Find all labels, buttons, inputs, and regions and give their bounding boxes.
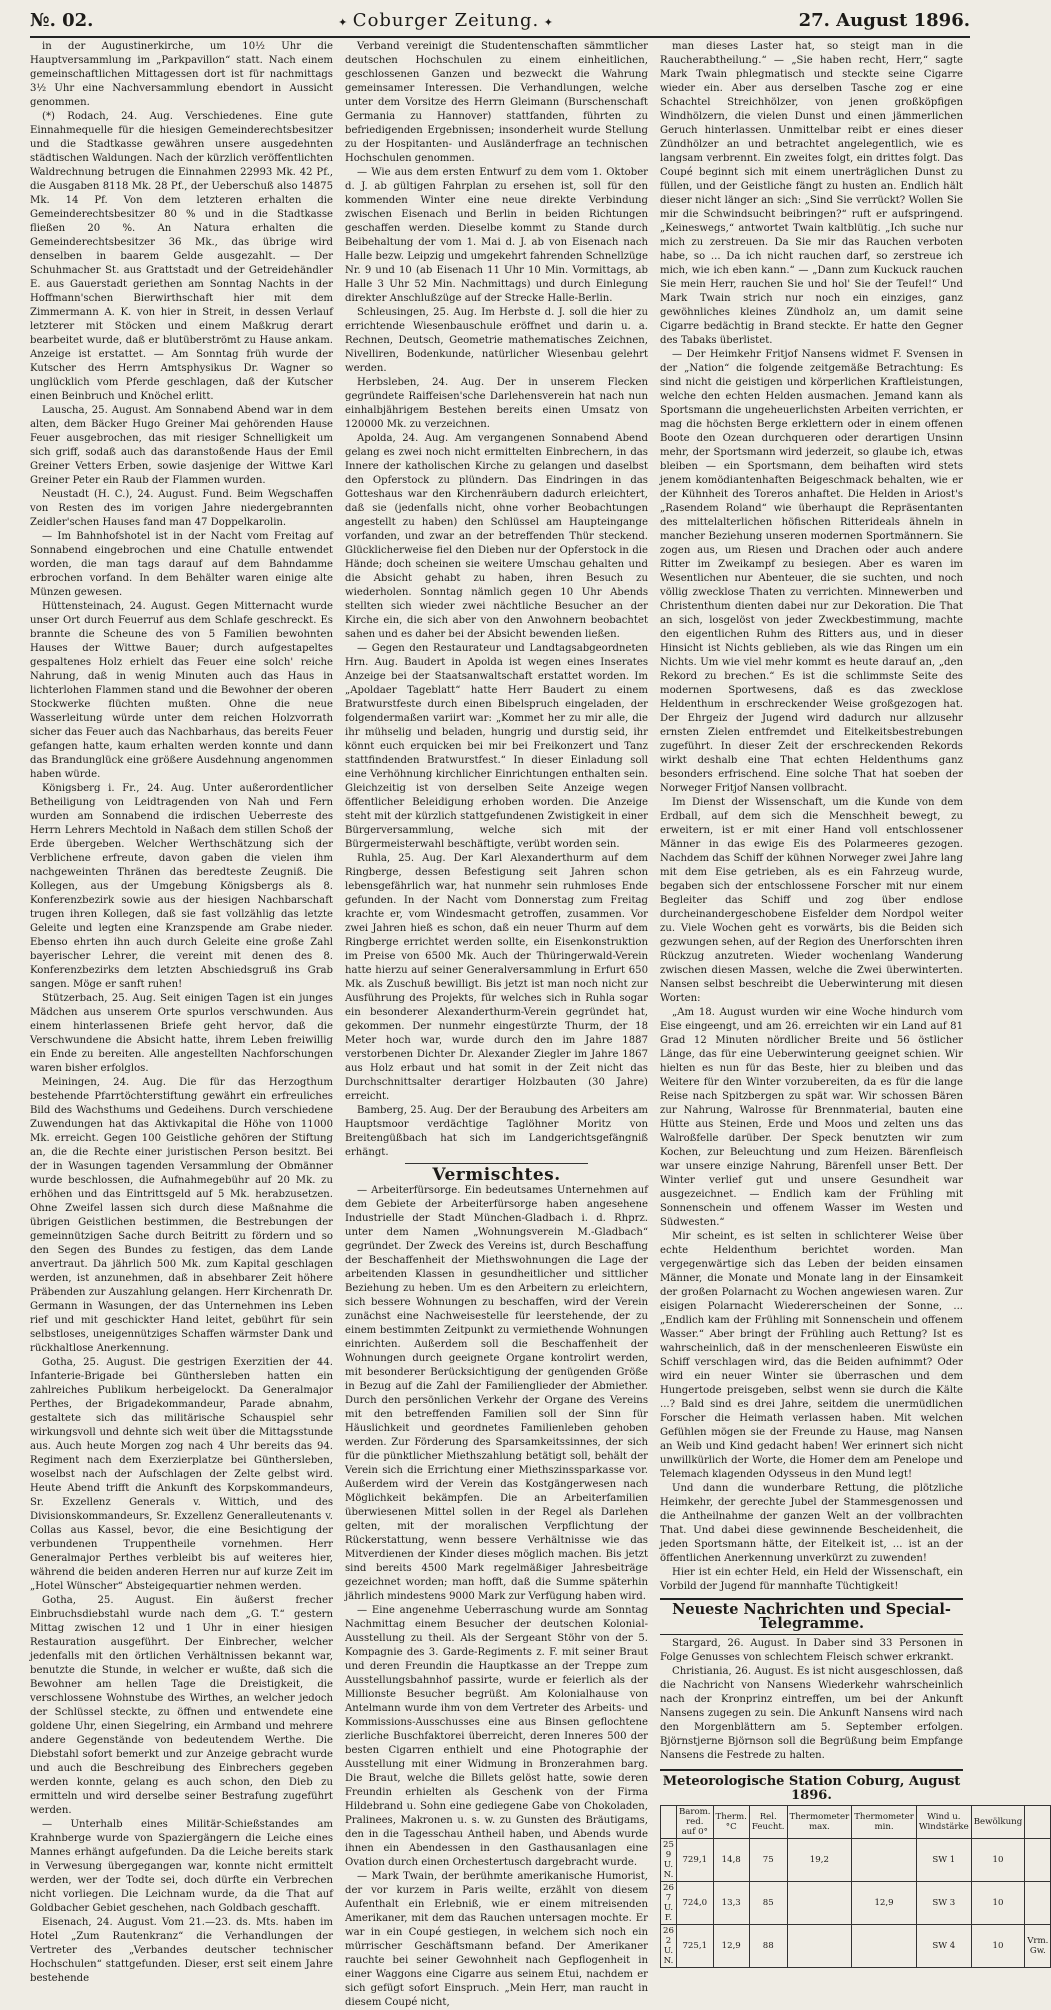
weather-header-cell: Barom. red. auf 0° — [676, 1806, 713, 1839]
weather-cell: 724,0 — [676, 1882, 713, 1925]
article-paragraph: Im Dienst der Wissenschaft, um die Kunde von dem Erdball, auf dem sich die Menschheit bewegt, zu erweitern, ist er mit einer Hand voll entschlossener Männer in das ewige Eis des Polarmeeres gezogen. Nachdem das Schiff der kühnen Norweger zwei Jahre lang mit dem Eise getrieben, als es ein Fahrzeug wurde, begaben sich der entschlossene Forscher mit nur einem Begleiter das Schiff und zog über endlose durcheinandergeschobene Eisfelder dem Nordpol weiter zu. Viele Wochen geht es vorwärts, bis die Beiden sich gezwungen sehen, auf der Region des Unerforschten ihren Rückzug anzutreten. Wieder wochenlang Wanderung zwischen diesen Massen, welche die Zwei überwinterten. Nansen selbst beschreibt die Ueberwinterung mit diesen Worten: — [660, 797, 963, 1004]
article-paragraph: — Der Heimkehr Fritjof Nansens widmet F. Svensen in der „Nation“ die folgende zeitgemäße Betrachtung: Es sind nicht die geistigen und körperlichen Kraftleistungen, welche den echten Helden ausmachen. Jemand kann als Sportsmann die ungeheuerlichsten Arbeiten verrichten, er mag die höchsten Berge erklettern oder in einem offenen Boote den Ozean durchqueren oder derartigen Unsinn mehr, der Sportsmann wird jederzeit, so glaube ich, etwas bleiben — ein Sportsmann, dem beihaften wird stets jenem komödiantenhaften Beigeschmack behalten, wie er der Kühnheit des Toreros anhaftet. Die Helden in Ariost's „Rasendem Roland“ wie überhaupt die Repräsentanten des mittelalterlichen höfischen Ritterideals ähneln in mancher Beziehung unseren modernen Sportmännern. Sie zogen aus, um Riesen und Drachen oder auch andere Ritter im Zweikampf zu besiegen. Aber es waren im Wesentlichen nur Abenteuer, die sie suchten, und noch völlig zwecklose Thaten zu verrichten. Minnewerben und Christenthum dienten dabei nur zur Dekoration. Die That an sich, losgelöst von jeder Zweckbestimmung, machte den eigentlichen Ruhm des Ritters aus, und in dieser Hinsicht ist Nichts geblieben, als wie das Ringen um ein Nichts. Um wie viel mehr kommt es heute darauf an, „den Rekord zu brechen.“ Es ist die schlimmste Seite des modernen Sportwesens, daß es das zwecklose Heldenthum in erschreckender Weise großgezogen hat. Der Ehrgeiz der Jugend wird dadurch nur allzusehr ernsten Zielen entfremdet und Eitelkeitsbestrebungen zugeführt. In dieser Zeit der erschreckenden Rekords wirkt deshalb eine That echten Heldenthums ganz besonders erfrischend. Eine solche That hat soeben der Norweger Fritjof Nansen vollbracht. — [660, 349, 963, 794]
article-paragraph: Meiningen, 24. Aug. Die für das Herzogthum bestehende Pfarrtöchterstiftung gewährt ein erfreuliches Bild des Wachsthums und Gedeihens. Durch verschiedene Zuwendungen hat das Aktivkapital die Höhe von 11000 Mk. erreicht. Gegen 100 Geistliche gehören der Stiftung an, die die Rechte einer juristischen Person besitzt. Bei der in Wasungen tagenden Versammlung der Obmänner wurde beschlossen, die Aufnahmegebühr auf 20 Mk. zu erhöhen und das Eintrittsgeld auf 5 Mk. herabzusetzen. Ohne Zweifel lassen sich durch diese Maßnahme die übrigen Geistlichen bestimmen, die Bestrebungen der gemeinnützigen Sache durch Beitritt zu fördern und so den Segen des Bundes zu festigen, das dem Lande anvertraut. Da jährlich 500 Mk. zum Kapital geschlagen werden, ist anzunehmen, daß in absehbarer Zeit höhere Präbenden zur Auszahlung gelangen. Herr Kirchenrath Dr. Germann in Wasungen, der das Unternehmen ins Leben rief und mit geschickter Hand leitet, gebührt für sein selbstloses, uneigennütziges Schaffen wärmster Dank und rückhaltlose Anerkennung. — [30, 1077, 333, 1354]
issue-date: 27. August 1896. — [798, 9, 970, 31]
weather-cell — [787, 1925, 852, 1968]
weather-header-cell — [661, 1806, 677, 1839]
weather-cell: 729,1 — [676, 1839, 713, 1882]
weather-header-cell: Thermometer min. — [852, 1806, 917, 1839]
table-row — [661, 1839, 1051, 1882]
article-paragraph: Neustadt (H. C.), 24. August. Fund. Beim Wegschaffen von Resten des im vorigen Jahre niedergebrannten Zeidler'schen Hauses fand man 47 Doppelkarolin. — [30, 489, 333, 528]
weather-cell — [1025, 1839, 1051, 1882]
weather-cell: 26 7 U. F. — [661, 1882, 677, 1925]
article-paragraph: Königsberg i. Fr., 24. Aug. Unter außerordentlicher Betheiligung von Leidtragenden von Nah und Fern wurden am Sonnabend die irdischen Ueberreste des Herrn Lehrers Mechtold in Naßach dem stillen Schoß der Erde übergeben. Welcher Werthschätzung sich der Verblichene erfreute, davon gaben die vielen ihm nachgeweinten Thränen das beredteste Zeugniß. Die Kollegen, aus der Umgebung Königsbergs als 8. Konferenzbezirk sowie aus der hiesigen Nachbarschaft trugen ihren Kollegen, daß sie fast vollzählig das letzte Geleite und legten eine Kranzspende am Grabe nieder. Ebenso ehrten ihn auch durch Geleite eine große Zahl bayerischer Lehrer, die vereint mit denen des 8. Konferenzbezirks dem letzten Abschiedsgruß ins Grab sangen. Möge er sanft ruhen! — [30, 783, 333, 990]
article-paragraph: Hüttensteinach, 24. August. Gegen Mitternacht wurde unser Ort durch Feuerruf aus dem Schlafe geschreckt. Es brannte die Scheune des von 5 Familien bewohnten Hauses der Wittwe Bauer; durch aufgestapeltes gespaltenes Holz erhielt das Feuer eine solch' reiche Nahrung, daß in wenig Minuten auch das Haus in lichterlohen Flammen stand und die Bewohner der oberen Stockwerke flüchten mußten. Ohne die neue Wasserleitung würde unter dem reichen Holzvorrath sicher das Feuer auch das Nachbarhaus, das bereits Feuer gefangen hatte, kaum erhalten werden konnte und dann das Brandunglück eine größere Ausdehnung angenommen haben würde. — [30, 601, 333, 780]
weather-header-cell: Rel. Feucht. — [749, 1806, 787, 1839]
weather-cell: Vrm. Gw. — [1025, 1925, 1051, 1968]
article-paragraph: Eisenach, 24. August. Vom 21.—23. ds. Mts. haben im Hotel „Zum Rautenkranz“ die Verhandlungen der Vertreter des „Verbandes deutscher technischer Hochschulen“ stattgefunden. Dieser, erst seit einem Jahre bestehende — [30, 1917, 333, 1984]
article-paragraph: Ruhla, 25. Aug. Der Karl Alexanderthurm auf dem Ringberge, dessen Befestigung seit Jahren schon lebensgefährlich war, hat nunmehr sein ruhmloses Ende gefunden. In der Nacht vom Donnerstag zum Freitag krachte er, vom Windesmacht getroffen, zusammen. Vor zwei Jahren hieß es schon, daß ein neuer Thurm auf dem Ringberge errichtet werden sollte, ein Eisenkonstruktion im Preise von 6500 Mk. Auch der Thüringerwald-Verein hatte hierzu auf seiner Generalversammlung in Erfurt 650 Mk. als Zuschuß bewilligt. Bis jetzt ist man noch nicht zur Ausführung des Projekts, für welches sich in Ruhla sogar ein besonderer Alexanderthurm-Verein gegründet hat, gekommen. Der nunmehr eingestürzte Thurm, der 18 Meter hoch war, wurde durch den im Jahre 1887 verstorbenen Dichter Dr. Alexander Ziegler im Jahre 1867 aus Holz erbaut und hat somit in der Zeit nicht das Durchschnittsalter derartiger Holzbauten (30 Jahre) erreicht. — [345, 853, 648, 1102]
weather-header-cell: Thermometer max. — [787, 1806, 852, 1839]
article-paragraph: Bamberg, 25. Aug. Der der Beraubung des Arbeiters am Hauptsmoor verdächtige Taglöhner Moritz von Breitengüßbach hat sich im Landgerichtsgefängniß erhängt. — [345, 1105, 648, 1158]
weather-cell: 12,9 — [713, 1925, 749, 1968]
article-paragraph: Verband vereinigt die Studentenschaften sämmtlicher deutschen Hochschulen zu einem einheitlichen, geschlossenen Ganzen und bezweckt die Wahrung gemeinsamer Interessen. Die Verhandlungen, welche unter dem Vorsitze des Herrn Gleimann (Burschenschaft Germania zu Hannover) stattfanden, führten zu befriedigenden Ergebnissen; insonderheit wurde Stellung zu der Hospitanten- und Ausländerfrage an technischen Hochschulen genommen. — [345, 41, 648, 164]
article-paragraph: Gotha, 25. August. Ein äußerst frecher Einbruchsdiebstahl wurde nach dem „G. T.“ gestern Mittag zwischen 12 und 1 Uhr in einer hiesigen Restauration ausgeführt. Der Einbrecher, welcher jedenfalls mit den örtlichen Verhältnissen bekannt war, benutzte die Stunde, in welcher er wußte, daß sich die Bewohner am hellen Tage die Dreistigkeit, die verschlossene Wohnstube des Wirthes, an welcher jedoch der Schlüssel steckte, zu öffnen und entwendete eine goldene Uhr, einen Siegelring, ein Armband und mehrere andere Gegenstände von bedeutendem Werthe. Die Diebstahl sofort bemerkt und zur Anzeige gebracht wurde und auch die Beschreibung des Einbrechers gegeben werden konnte, gelang es auch schon, den Dieb zu ermitteln und wird derselbe seiner Bestrafung zugeführt werden. — [30, 1595, 333, 1816]
article-paragraph: Herbsleben, 24. Aug. Der in unserem Flecken gegründete Raiffeisen'sche Darlehensverein hat nach nun einhalbjährigem Bestehen bereits einen Umsatz von 120000 Mk. zu verzeichnen. — [345, 377, 648, 430]
weather-cell: 12,9 — [852, 1882, 917, 1925]
weather-cell: SW 4 — [916, 1925, 971, 1968]
article-paragraph: in der Augustinerkirche, um 10½ Uhr die Hauptversammlung im „Parkpavillon“ statt. Nach einem gemeinschaftlichen Mittagessen dort ist für nachmittags 3½ Uhr eine Nachversammlung ebendort in Aussicht genommen. — [30, 41, 333, 108]
article-paragraph: Gotha, 25. August. Die gestrigen Exerzitien der 44. Infanterie-Brigade bei Günthersleben hatten ein zahlreiches Publikum herbeigelockt. Da Generalmajor Perthes, der Brigadekommandeur, Parade abnahm, gestaltete sich das militärische Schauspiel sehr wirkungsvoll und dehnte sich weit über die Mittagsstunde aus. Auch heute Morgen zog nach 4 Uhr bereits das 94. Regiment nach dem Exerzierplatze bei Günthersleben, woselbst nach der Aufschlagen der Zelte gelbst wird. Heute Abend trifft die Ankunft des Korpskommandeurs, Sr. Exzellenz Generals v. Wittich, und des Divisionskommandeurs, Sr. Exzellenz Generalleutenants v. Collas aus Kassel, bevor, die eine Besichtigung der verbundenen Truppentheile vornehmen. Herr Generalmajor Perthes verbleibt bis auf weiteres hier, während die beiden anderen Herren nur auf kurze Zeit im „Hotel Wünscher“ Absteigequartier nehmen werden. — [30, 1357, 333, 1592]
article-paragraph: man dieses Laster hat, so steigt man in die Raucherabtheilung.“ — „Sie haben recht, Herr,“ sagte Mark Twain phlegmatisch und steckte seine Cigarre wieder ein. Aber aus derselben Tasche zog er eine Schachtel Streichhölzer, von jenen großköpfigen Windhölzern, die vielen Dunst und einen jämmerlichen Geruch hinterlassen. Unmittelbar reibt er eines dieser Zündhölzer an und betrachtet angelegentlich, wie es langsam verbrennt. Ein zweites folgt, ein drittes folgt. Das Coupé beginnt sich mit einem unerträglichen Dunst zu füllen, und der Geistliche fängt zu husten an. Endlich hält dieser nicht länger an sich: „Sind Sie verrückt? Wollen Sie mir die Schwindsucht beibringen?“ ruft er aufspringend. „Keineswegs,“ antwortet Twain kaltblütig. „Ich suche nur mich zu zerstreuen. Da Sie mir das Rauchen verboten habe, so ... Da ich nicht rauchen darf, so zerstreue ich mich, wie ich eben kann.“ — „Dann zum Kuckuck rauchen Sie mein Herr, rauchen Sie und hol' Sie der Teufel!“ Und Mark Twain strich nur noch ein einziges, ganz gewöhnliches kleines Zündholz an, um damit seine Cigarre bedächtig in Brand steckte. Er hatte den Gegner des Tabaks überlistet. — [660, 41, 963, 346]
article-paragraph: — Unterhalb eines Militär-Schießstandes am Krahnberge wurde von Spaziergängern die Leiche eines Mannes erhängt aufgefunden. Da die Leiche bereits stark in Verwesung übergegangen war, konnte nicht ermittelt werden, wer der Todte sei, doch dürfte ein Verbrechen nicht vorliegen. Die Leichnam wurde, da die That auf Goldbacher Gebiet geschehen, nach Goldbach geschafft. — [30, 1819, 333, 1914]
weather-cell — [852, 1925, 917, 1968]
article-paragraph: — Gegen den Restaurateur und Landtagsabgeordneten Hrn. Aug. Baudert in Apolda ist wegen eines Inserates Anzeige bei der Staatsanwaltschaft erstattet worden. Im „Apoldaer Tageblatt“ hatte Herr Baudert zu einem Bratwurstfeste durch einen Bibelspruch eingeladen, der folgendermaßen variirt war: „Kommet her zu mir alle, die ihr mühselig und beladen, hungrig und durstig seid, ihr könnt euch erquicken bei mir bei Freikonzert und Tanz stattfindenden Bratwurstfest.“ In dieser Einladung soll eine Verhöhnung kirchlicher Einrichtungen enthalten sein. Gleichzeitig ist von derselben Seite Anzeige wegen öffentlicher Beleidigung erhoben worden. Die Anzeige steht mit der kürzlich stattgefundenen Zwistigkeit in einer Bürgerversammlung, welche sich mit der Bürgermeisterwahl beschäftigte, verübt worden sein. — [345, 643, 648, 850]
article-paragraph: — Arbeiterfürsorge. Ein bedeutsames Unternehmen auf dem Gebiete der Arbeiterfürsorge haben angesehene Industrielle der Stadt München-Gladbach i. d. Rhprz. unter dem Namen „Wohnungsverein M.-Gladbach“ gegründet. Der Zweck des Vereins ist, durch Beschaffung der Beschaffenheit der Miethswohnungen die Lage der arbeitenden Klassen in gesundheitlicher und sittlicher Beziehung zu heben. Um es den Arbeitern zu erleichtern, sich bessere Wohnungen zu beschaffen, wird der Verein zunächst eine Nachweisestelle für leerstehende, der zu einem bestimmten Zeitpunkt zu vermiethende Wohnungen einrichten. Außerdem soll die Beschaffenheit der Wohnungen durch geeignete Organe kontrolirt werden, mit besonderer Berücksichtigung der genügenden Größe in Bezug auf die Zahl der Familienglieder der Abmiether. Durch den persönlichen Verkehr der Organe des Vereins mit den betreffenden Familien soll der Sinn für Häuslichkeit und geordnetes Familienleben gehoben werden. Zur Förderung des Sparsamkeitssinnes, der sich für die pünktlicher Miethszahlung betätigt soll, behält der Verein sich die Errichtung einer Miethszinssparkasse vor. Außerdem wird der Verein das Kostgängerwesen nach Möglichkeit bekämpfen. Die an Arbeiterfamilien überwiesenen Mittel sollen in der Regel als Darlehen gelten, mit der moralischen Verpflichtung der Rückerstattung, wenn bessere Verhältnisse wie das Mitverdienen der Kinder dieses möglich machen. Bis jetzt sind bereits 4500 Mark regelmäßiger Jahresbeiträge gezeichnet worden; man hofft, daß die Summe späterhin jährlich mindestens 9000 Mark zur Verfügung haben wird. — [345, 1185, 648, 1602]
weather-cell: 10 — [971, 1925, 1024, 1968]
weather-header-cell: Therm. °C — [713, 1806, 749, 1839]
columns — [30, 40, 1049, 2008]
weather-cell: 85 — [749, 1882, 787, 1925]
weather-cell — [787, 1882, 852, 1925]
newspaper-title: ✦ Coburger Zeitung. ✦ — [338, 10, 554, 31]
weather-cell — [1025, 1882, 1051, 1925]
article-paragraph: Hier ist ein echter Held, ein Held der Wissenschaft, ein Vorbild der Jugend für mannhafte Tüchtigkeit! — [660, 1567, 963, 1592]
weather-cell: 75 — [749, 1839, 787, 1882]
weather-cell: 725,1 — [676, 1925, 713, 1968]
article-paragraph: Mir scheint, es ist selten in schlichterer Weise über echte Heldenthum berichtet worden. Man vergegenwärtige sich das Leben der beiden einsamen Männer, die Monate und Monate lang in der Einsamkeit der großen Polarnacht zu Wochen angewiesen waren. Zur eisigen Polarnacht Wiedererscheinen der Sonne, ... „Endlich kam der Frühling mit Sonnenschein und offenem Wasser.“ Aber bringt der Frühling auch Rettung? Ist es wahrscheinlich, daß in der menschenleeren Eiswüste ein Schiff verschlagen wird, das die Beiden aufnimmt? Oder wird ein neuer Winter sie überraschen und dem Hungertode preisgeben, selbst wenn sie durch die Kälte ...? Bald sind es drei Jahre, seitdem die unermüdlichen Forscher die Heimath verlassen haben. Mit welchen Gefühlen mögen sie der Freunde zu Hause, mag Nansen an Weib und Kind gedacht haben! Wer erinnert sich nicht unwillkürlich der Worte, die Homer dem am Penelope und Telemach klagenden Odysseus in den Mund legt! — [660, 1231, 963, 1480]
weather-cell: 14,8 — [713, 1839, 749, 1882]
section-heading-vermischtes: Vermischtes. — [432, 1165, 561, 1185]
article-paragraph: — Im Bahnhofshotel ist in der Nacht vom Freitag auf Sonnabend eingebrochen und eine Chatulle entwendet worden, die man tags darauf auf dem Bahndamme erbrochen vorfand. In dem Behälter waren einige alte Münzen gewesen. — [30, 531, 333, 598]
column-3 — [660, 40, 1049, 1966]
weather-header-cell: Wind u. Windstärke — [916, 1806, 971, 1839]
weather-cell: 13,3 — [713, 1882, 749, 1925]
weather-cell: 10 — [971, 1882, 1024, 1925]
weather-header-cell — [1025, 1806, 1051, 1839]
article-paragraph: Und dann die wunderbare Rettung, die plötzliche Heimkehr, der gerechte Jubel der Stammesgenossen und die Antheilnahme der ganzen Welt an der vollbrachten That. Und dabei diese gewinnende Bescheidenheit, die jeden Sportsmann hätte, der Eitelkeit ist, ... ist an der öffentlichen Anerkennung unverkürzt zu zuwenden! — [660, 1483, 963, 1564]
weather-cell — [852, 1839, 917, 1882]
article-paragraph: — Mark Twain, der berühmte amerikanische Humorist, der vor kurzem in Paris weilte, erzählt von diesem Aufenthalt ein Erlebniß, wie er einem mitreisenden Amerikaner, mit dem das Rauchen untersagen mochte. Er war in ein Coupé gestiegen, in welchem sich noch ein mürrischer Geschäftsmann befand. Der Amerikaner rauchte bei seiner Gewohnheit nach Gepflogenheit in einer Waggons eine Cigarre aus seinem Etui, nachdem er sich gefügt sofort Einspruch. „Mein Herr, man raucht in diesem Coupé nicht, — [345, 1871, 648, 2008]
weather-header-cell: Bewölkung — [971, 1806, 1024, 1839]
column-1 — [30, 40, 333, 1984]
article-paragraph: Stargard, 26. August. In Daber sind 33 Personen in Folge Genusses von schlechtem Fleisch schwer erkrankt. — [660, 1638, 963, 1663]
weather-cell: 19,2 — [787, 1839, 852, 1882]
table-row — [661, 1925, 1051, 1968]
article-paragraph: Schleusingen, 25. Aug. Im Herbste d. J. soll die hier zu errichtende Wiesenbauschule eröffnet und darin u. a. Rechnen, Deutsch, Geometrie mathematisches Zeichnen, Nivelliren, Bodenkunde, natürlicher Wiesenbau gelehrt werden. — [345, 307, 648, 374]
article-paragraph: „Am 18. August wurden wir eine Woche hindurch vom Eise eingeengt, und am 26. erreichten wir ein Land auf 81 Grad 12 Minuten nördlicher Breite und 56 östlicher Länge, das für eine Ueberwinterung geeignet schien. Wir hielten es nun für das Beste, hier zu bleiben und das Weitere für den Winter vorzubereiten, da es für die lange Reise nach Spitzbergen zu spät war. Wir schossen Bären zur Nahrung, Walrosse für Brennmaterial, bauten eine Hütte aus Steinen, Erde und Moos und zelten uns das Walroßfelle darüber. Der Speck benutzten wir zum Kochen, zur Beleuchtung und zum Heizen. Bärenfleisch war unsere einzige Nahrung, Bärenfell unser Bett. Der Winter verlief gut und unsere Gesundheit war ausgezeichnet. — Endlich kam der Frühling mit Sonnenschein und offenem Wasser im Westen und Südwesten.“ — [660, 1007, 963, 1228]
weather-cell: 10 — [971, 1839, 1024, 1882]
weather-cell: 88 — [749, 1925, 787, 1968]
article-paragraph: (*) Rodach, 24. Aug. Verschiedenes. Eine gute Einnahmequelle für die hiesigen Gemeinderechtsbesitzer und die Stadtkasse gewähren unsere ausgedehnten städtischen Waldungen. Nach der kürzlich veröffentlichten Waldrechnung betrugen die Einnahmen 22993 Mk. 42 Pf., die Ausgaben 8118 Mk. 28 Pf., der Ueberschuß also 14875 Mk. 14 Pf. Von dem letzteren erhalten die Gemeinderechtsbesitzer 80 % und in die Stadtkasse fließen 20 %. An Natura erhalten die Gemeinderechtsbesitzer 36 Mk., das übrige wird denselben in baarem Gelde ausgezahlt. — Der Schuhmacher St. aus Grattstadt und der Getreidehändler E. aus Gauerstadt geriethen am Sonntag Nachts in der Hoffmann'schen Bierwirthschaft hier mit dem Zimmermann A. K. von hier in Streit, in dessen Verlauf letzterer mit Stöcken und einem Maßkrug derart bearbeitet wurde, daß er blutüberströmt zu Hause ankam. Anzeige ist erstattet. — Am Sonntag früh wurde der Kutscher des Herrn Amtsphysikus Dr. Wagner so unglücklich vom Pferde geschlagen, daß der Kutscher einen Beinbruch und Knöchel erlitt. — [30, 111, 333, 402]
weather-cell: SW 3 — [916, 1882, 971, 1925]
table-row — [661, 1882, 1051, 1925]
masthead — [30, 4, 970, 38]
weather-cell: SW 1 — [916, 1839, 971, 1882]
weather-station-title: Meteorologische Station Coburg, August 1896. — [660, 1769, 963, 1803]
article-paragraph: Christiania, 26. August. Es ist nicht ausgeschlossen, daß die Nachricht von Nansens Wiederkehr wahrscheinlich nach der Kronprinz eintreffen, um bei der Ankunft Nansens zugegen zu sein. Die Ankunft Nansens wird nach den Morgenblättern am 5. September erfolgen. Björnstjerne Björnson soll die Begrüßung beim Empfange Nansens die Festrede zu halten. — [660, 1666, 963, 1761]
weather-cell: 25 9 U. N. — [661, 1839, 677, 1882]
article-paragraph: Apolda, 24. Aug. Am vergangenen Sonnabend Abend gelang es zwei noch nicht ermittelten Einbrechern, in das Innere der katholischen Kirche zu gelangen und daselbst den Opferstock zu plündern. Das Eindringen in das Gotteshaus war den Kirchenräubern dadurch erleichtert, daß sie (jedenfalls nicht, ohne vorher Beobachtungen angestellt zu haben) den Schlüssel am Haupteingange vorfanden, und zwar an der betreffenden Thür steckend. Glücklicherweise fiel den Dieben nur der Opferstock in die Hände; doch scheinen sie weitere Umschau gehalten und die Absicht gehabt zu haben, ihren Besuch zu wiederholen. Sonntag nämlich gegen 10 Uhr Abends stellten sich wieder zwei nächtliche Besucher an der Kirche ein, die sich aber von den Anwohnern beobachtet sahen und es daher bei der Absicht bewenden ließen. — [345, 433, 648, 640]
article-paragraph: Lauscha, 25. August. Am Sonnabend Abend war in dem alten, dem Bäcker Hugo Greiner Mai gehörenden Hause Feuer ausgebrochen, das mit riesiger Schnelligkeit um sich griff, sodaß auch das daranstoßende Haus der Emil Greiner Vetters Erben, sowie dasjenige der Wittwe Karl Greiner Peter ein Raub der Flammen wurden. — [30, 405, 333, 486]
divider — [405, 1163, 588, 1164]
article-paragraph: — Wie aus dem ersten Entwurf zu dem vom 1. Oktober d. J. ab gültigen Fahrplan zu ersehen ist, soll für den kommenden Winter eine neue direkte Verbindung zwischen Eisenach und Berlin in beiden Richtungen geschaffen werden. Dieselbe kommt zu Stande durch Beibehaltung der vom 1. Mai d. J. ab von Eisenach nach Halle bezw. Leipzig und umgekehrt fahrenden Schnellzüge Nr. 9 und 10 (ab Eisenach 11 Uhr 10 Min. Vormittags, ab Halle 3 Uhr 52 Min. Nachmittags) und durch Einlegung direkter Anschlußzüge auf der Strecke Halle-Berlin. — [345, 167, 648, 304]
column-2 — [345, 40, 648, 2008]
article-paragraph: — Eine angenehme Ueberraschung wurde am Sonntag Nachmittag einem Besucher der deutschen Kolonial-Ausstellung zu theil. Als der Sergeant Stöhr von der 5. Kompagnie des 3. Garde-Regiments z. F. mit seiner Braut und deren Freundin die Hauptkasse an der Treppe zum Ausstellungsbahnhof passirte, wurde er feierlich als der Millionste Besucher begrüßt. Am Kolonialhause von Antelmann wurde ihm von dem Vertreter des Arbeits- und Kommissions-Ausschusses eine aus Binsen geflochtene zierliche Buschfaktorei überreicht, deren Inneres 500 der besten Cigarren enthielt und eine Photographie der Ausstellung mit einer Widmung in Bronzerahmen barg. Die Braut, welche die Billets gelöst hatte, sowie deren Freundin erhielten als Geschenk von der Firma Hildebrand u. Sohn eine gediegene Gabe von Chokoladen, Pralinees, Makronen u. s. w. zu Gunsten des Bräutigams, den in die Tagesschau Antheil haben, und Abends wurde ihnen ein Abendessen in den Gasthausanlagen eine Ovation durch einen Orchestertusch dargebracht wurde. — [345, 1605, 648, 1868]
issue-number: №. 02. — [30, 9, 94, 31]
weather-table — [660, 1805, 1051, 1968]
weather-cell: 26 2 U. N. — [661, 1925, 677, 1968]
article-paragraph: Stützerbach, 25. Aug. Seit einigen Tagen ist ein junges Mädchen aus unserem Orte spurlos verschwunden. Aus einem hinterlassenen Briefe geht hervor, daß die Verschwundene die Absicht hatte, ihrem Leben freiwillig ein Ende zu bereiten. Alle angestellten Nachforschungen waren bisher erfolglos. — [30, 993, 333, 1074]
section-heading-telegrams: Neueste Nachrichten und Special-Telegramme. — [660, 1598, 963, 1635]
